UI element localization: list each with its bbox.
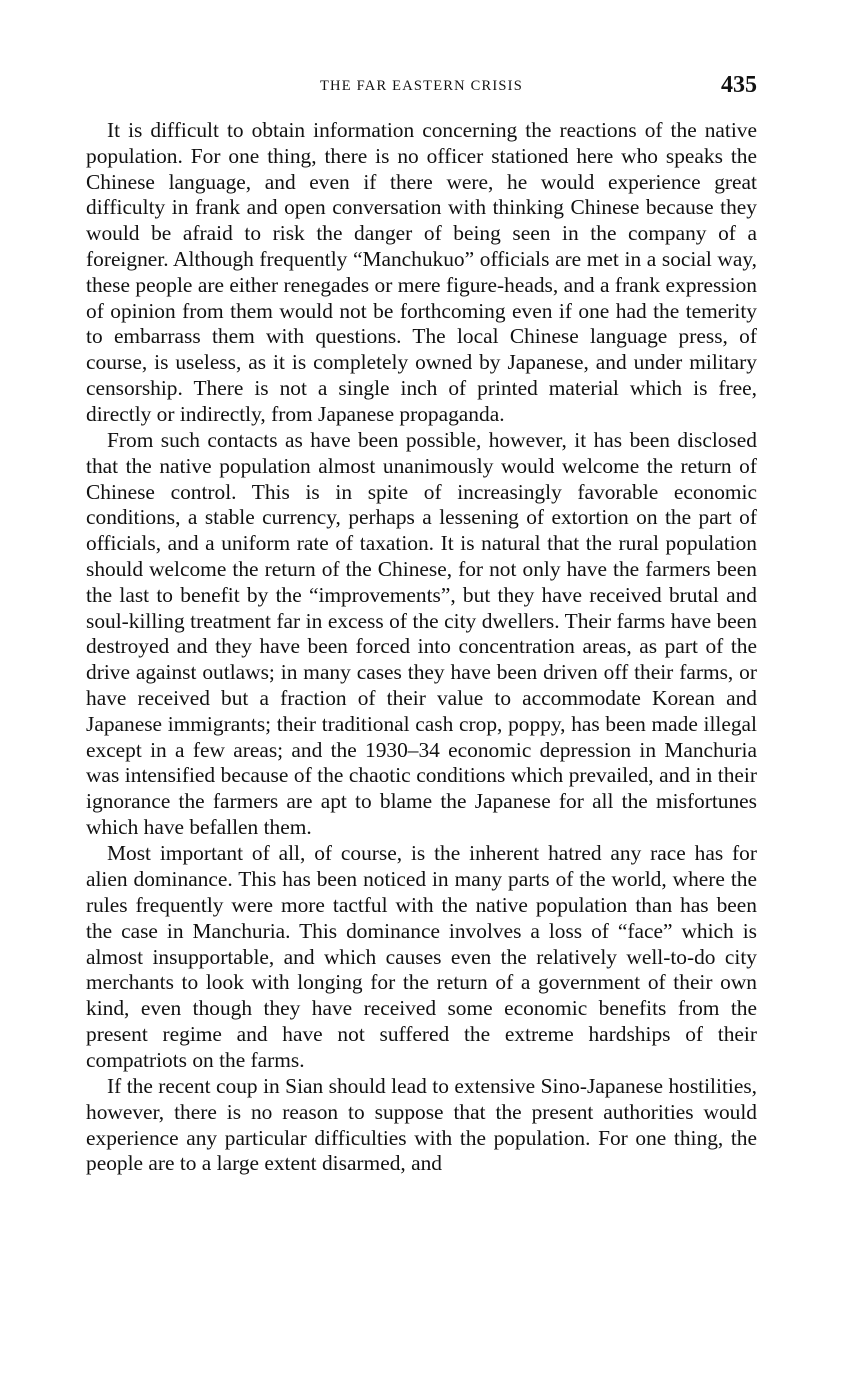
running-title: THE FAR EASTERN CRISIS (320, 78, 523, 94)
paragraph-3: Most important of all, of course, is the inherent hatred any race has for alien dominance. This has been noticed in many parts of the world, where the rules frequently were more tactful with the native population than has been the case in Manchuria. This dominance involves a loss of “face” which is almost insupportable, and which causes even the relatively well-to-do city merchants to look with longing for the return of a government of their own kind, even though they have received some economic benefits from the present regime and have not suffered the extreme hardships of their compatriots on the farms. (86, 841, 757, 1072)
paragraph-2: From such contacts as have been possible, however, it has been disclosed that the native population almost unanimously would welcome the return of Chinese control. This is in spite of increasingly favorable economic conditions, a stable currency, perhaps a lessening of extortion on the part of officials, and a uniform rate of taxation. It is natural that the rural population should welcome the return of the Chinese, for not only have the farmers been the last to benefit by the “improvements”, but they have received brutal and soul-killing treatment far in excess of the city dwellers. Their farms have been destroyed and they have been forced into concentration areas, as part of the drive against outlaws; in many cases they have been driven off their farms, or have received but a fraction of their value to accommodate Korean and Japanese immigrants; their traditional cash crop, poppy, has been made illegal except in a few areas; and the 1930–34 economic depression in Manchuria was intensified because of the chaotic conditions which prevailed, and in their ignorance the farmers are apt to blame the Japanese for all the misfortunes which have befallen them. (86, 428, 757, 840)
body-text (86, 118, 757, 1177)
running-header (86, 72, 757, 106)
document-page (86, 72, 757, 1177)
paragraph-1: It is difficult to obtain information concerning the reactions of the native population. For one thing, there is no officer stationed here who speaks the Chinese language, and even if there were, he would experience great difficulty in frank and open conversation with thinking Chinese because they would be afraid to risk the danger of being seen in the company of a foreigner. Although frequently “Manchukuo” officials are met in a social way, these people are either renegades or mere figure-heads, and a frank expression of opinion from them would not be forthcoming even if one had the temerity to embarrass them with questions. The local Chinese language press, of course, is useless, as it is completely owned by Japanese, and under military censorship. There is not a single inch of printed material which is free, directly or indirectly, from Japanese propaganda. (86, 118, 757, 426)
page-number: 435 (721, 72, 757, 98)
paragraph-4: If the recent coup in Sian should lead to extensive Sino-Japanese hostilities, however, there is no reason to suppose that the present authorities would experience any particular difficulties with the population. For one thing, the people are to a large extent disarmed, and (86, 1073, 757, 1176)
